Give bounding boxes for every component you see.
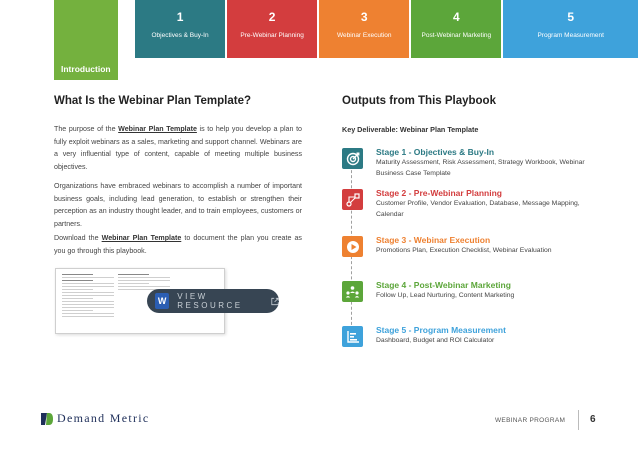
- target-icon: [342, 148, 363, 169]
- page-number: 6: [590, 414, 596, 425]
- step-number: 2: [268, 10, 276, 24]
- tab-step-2[interactable]: [227, 0, 317, 58]
- stage-title: Stage 2 - Pre-Webinar Planning: [376, 188, 502, 198]
- play-icon: [342, 236, 363, 257]
- section-heading-outputs: Outputs from This Playbook: [342, 95, 496, 107]
- network-icon: [342, 189, 363, 210]
- step-label: Webinar Execution: [337, 32, 392, 39]
- key-deliverable: Key Deliverable: Webinar Plan Template: [342, 125, 479, 134]
- stage-description: Customer Profile, Vendor Evaluation, Database, Message Mapping, Calendar: [376, 200, 580, 218]
- stage-description: Promotions Plan, Execution Checklist, Webinar Evaluation: [376, 247, 552, 254]
- word-document-icon: W: [155, 293, 169, 309]
- tab-step-4[interactable]: [411, 0, 501, 58]
- footer-label: WEBINAR PROGRAM: [495, 417, 566, 424]
- document-page: [62, 272, 114, 334]
- external-link-icon: [271, 297, 279, 306]
- demand-metric-logo: [40, 411, 150, 426]
- paragraph-goals: Organizations have embraced webinars to accomplish a number of important business goals, including lead generation, to establish or strengthen their perception as an industry thought leader, and to train employees, customers or partners.: [54, 182, 302, 228]
- step-number: 4: [452, 10, 460, 24]
- step-nav: [135, 0, 638, 58]
- stage-title: Stage 5 - Program Measurement: [376, 325, 506, 335]
- text: The purpose of the: [54, 125, 119, 133]
- step-label: Program Measurement: [537, 32, 604, 39]
- section-heading-template: What Is the Webinar Plan Template?: [54, 95, 252, 107]
- stage-title: Stage 3 - Webinar Execution: [376, 235, 491, 245]
- view-resource-button[interactable]: [147, 289, 279, 313]
- group-icon: [342, 281, 363, 302]
- logo-text: Demand Metric: [57, 411, 150, 425]
- tab-introduction-label: Introduction: [61, 64, 111, 74]
- webinar-plan-template-download-link[interactable]: Webinar Plan Template: [101, 234, 182, 242]
- step-label: Pre-Webinar Planning: [240, 32, 304, 39]
- stage-description: Maturity Assessment, Risk Assessment, Strategy Workbook, Webinar Business Case Template: [376, 159, 585, 177]
- paragraph-download: [54, 232, 302, 257]
- logo-mark-icon: [40, 412, 54, 426]
- stage-title: Stage 4 - Post-Webinar Marketing: [376, 280, 511, 290]
- text: to document the plan you create as you go through this playbook.: [54, 234, 302, 255]
- stage-description: Follow Up, Lead Nurturing, Content Marketing: [376, 292, 515, 299]
- tab-introduction[interactable]: [54, 0, 118, 80]
- tab-step-3[interactable]: [319, 0, 409, 58]
- paragraph-purpose: [54, 123, 302, 173]
- step-number: 5: [567, 10, 575, 24]
- tab-step-5[interactable]: [503, 0, 638, 58]
- view-resource-label: VIEW RESOURCE: [177, 292, 243, 310]
- step-number: 1: [176, 10, 184, 24]
- footer-divider: [578, 410, 579, 430]
- webinar-plan-template-link[interactable]: Webinar Plan Template: [118, 125, 197, 133]
- stage-description: Dashboard, Budget and ROI Calculator: [376, 337, 495, 344]
- step-label: Post-Webinar Marketing: [421, 32, 492, 39]
- text: Download the: [54, 234, 102, 242]
- step-label: Objectives & Buy-In: [151, 32, 209, 39]
- chart-icon: [342, 326, 363, 347]
- stage-title: Stage 1 - Objectives & Buy-In: [376, 147, 495, 157]
- text: is to help you develop a plan to fully exploit webinars as a sales, marketing and support channel. Webinars are a very influential type of content, capable of meeting multiple business objectives.: [54, 125, 302, 171]
- tab-step-1[interactable]: [135, 0, 225, 58]
- step-number: 3: [360, 10, 368, 24]
